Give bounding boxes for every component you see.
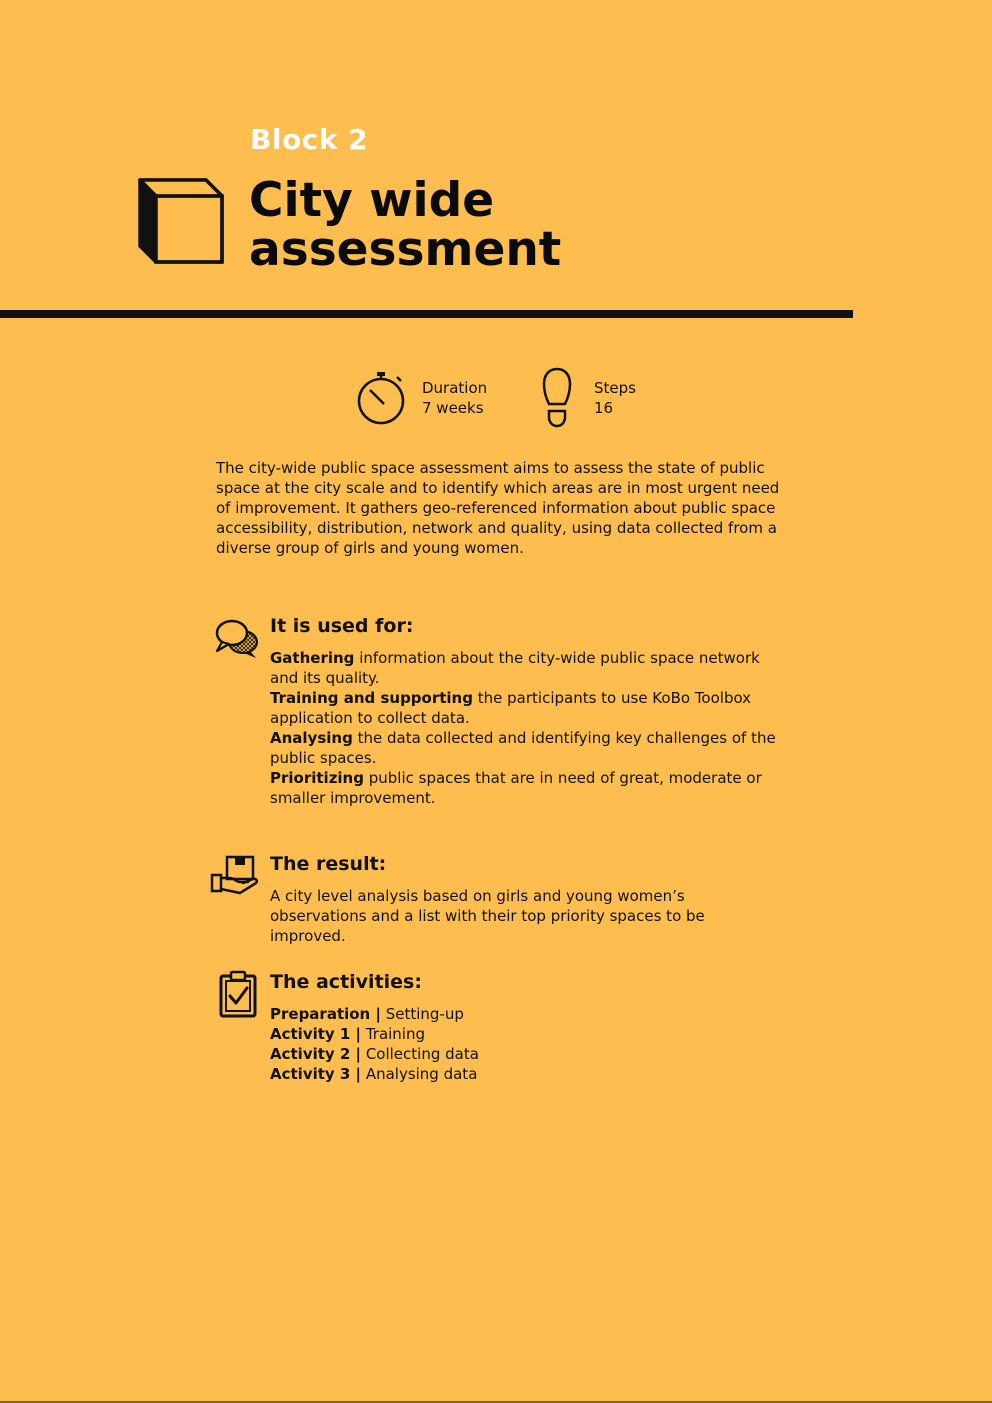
used-for-title: It is used for: xyxy=(270,615,414,637)
duration-stat xyxy=(422,378,487,418)
cube-icon xyxy=(136,176,226,266)
block-label: Block 2 xyxy=(250,123,369,156)
intro-paragraph: The city-wide public space assessment aims to assess the state of public space at the city scale and to identify which areas are in most urgent need of improvement. It gathers geo-referenced information about public space accessibility, distribution, network and quality, using data collected from a diverse group of girls and young women. xyxy=(216,459,780,557)
list-item: Preparation | Setting-up xyxy=(270,1005,464,1023)
steps-label: Steps xyxy=(594,379,636,397)
list-item: Activity 1 | Training xyxy=(270,1025,426,1043)
used-for-list xyxy=(270,648,790,808)
title-line-1: City wide xyxy=(249,173,495,228)
page-title xyxy=(249,173,562,277)
steps-stat xyxy=(594,378,636,418)
list-item: Activity 2 | Collecting data xyxy=(270,1045,479,1063)
duration-label: Duration xyxy=(422,379,488,397)
clipboard-check-icon xyxy=(218,970,258,1018)
stopwatch-icon xyxy=(356,369,408,427)
activities-list xyxy=(270,1004,790,1084)
hand-with-box-icon xyxy=(210,855,260,899)
duration-value: 7 weeks xyxy=(422,399,484,417)
activities-title: The activities: xyxy=(270,971,422,993)
list-item: Activity 3 | Analysing data xyxy=(270,1065,478,1083)
steps-value: 16 xyxy=(594,399,614,417)
header-divider xyxy=(0,310,853,318)
footprint-icon xyxy=(540,367,574,429)
list-item: Training and supporting the participants to use KoBo Toolbox application to collect data. xyxy=(270,689,752,727)
title-line-2: assessment xyxy=(249,222,562,277)
result-title: The result: xyxy=(270,853,387,875)
list-item: Gathering information about the city-wide public space network and its quality. xyxy=(270,649,760,687)
list-item: Analysing the data collected and identifying key challenges of the public spaces. xyxy=(270,729,776,767)
speech-bubbles-icon xyxy=(214,618,260,660)
list-item: Prioritizing public spaces that are in need of great, moderate or smaller improvement. xyxy=(270,769,762,807)
result-text: A city level analysis based on girls and young women’s observations and a list with their top priority spaces to be improved. xyxy=(270,887,705,945)
